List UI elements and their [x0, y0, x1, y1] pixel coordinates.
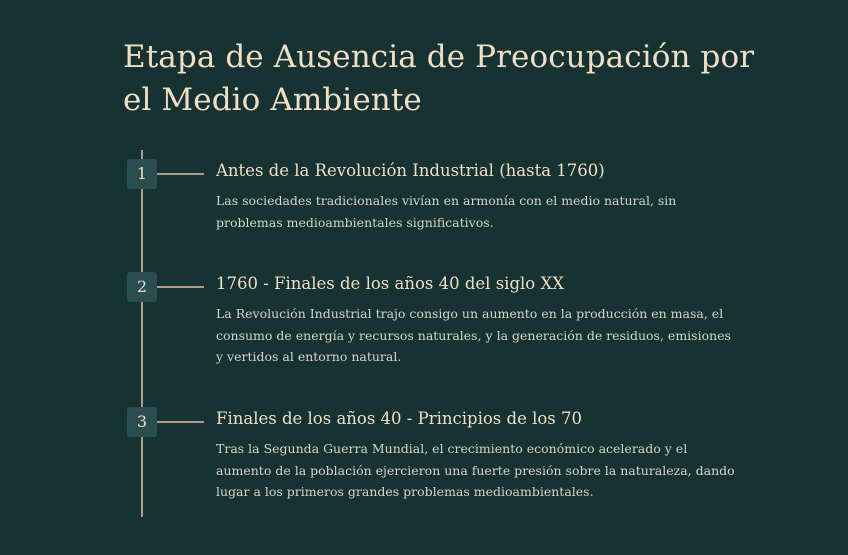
timeline-line	[141, 150, 143, 517]
timeline-event-description: Las sociedades tradicionales vivían en armonía con el medio natural, sin problemas medioambientales significativos.	[216, 193, 677, 230]
timeline-connector	[157, 421, 204, 423]
timeline-event-description: Tras la Segunda Guerra Mundial, el crecimiento económico acelerado y el aumento de la población ejercieron una fuerte presión sobre la naturaleza, dando lugar a los primeros grandes problemas medioambientales.	[216, 441, 735, 500]
timeline-event-description: La Revolución Industrial trajo consigo un aumento en la producción en masa, el consumo de energía y recursos naturales, y la generación de residuos, emisiones y vertidos al entorno natural.	[216, 306, 731, 365]
timeline-event-title: 1760 - Finales de los años 40 del siglo XX	[216, 274, 564, 293]
timeline-event-title: Antes de la Revolución Industrial (hasta 1760)	[216, 161, 605, 180]
page-title: Etapa de Ausencia de Preocupación por el Medio Ambiente	[123, 39, 755, 118]
timeline-connector	[157, 286, 204, 288]
timeline-step-badge: 2	[127, 272, 157, 302]
timeline-connector	[157, 173, 204, 175]
timeline-step-badge: 3	[127, 407, 157, 437]
timeline-step-badge: 1	[127, 159, 157, 189]
timeline-event-title: Finales de los años 40 - Principios de los 70	[216, 409, 582, 428]
